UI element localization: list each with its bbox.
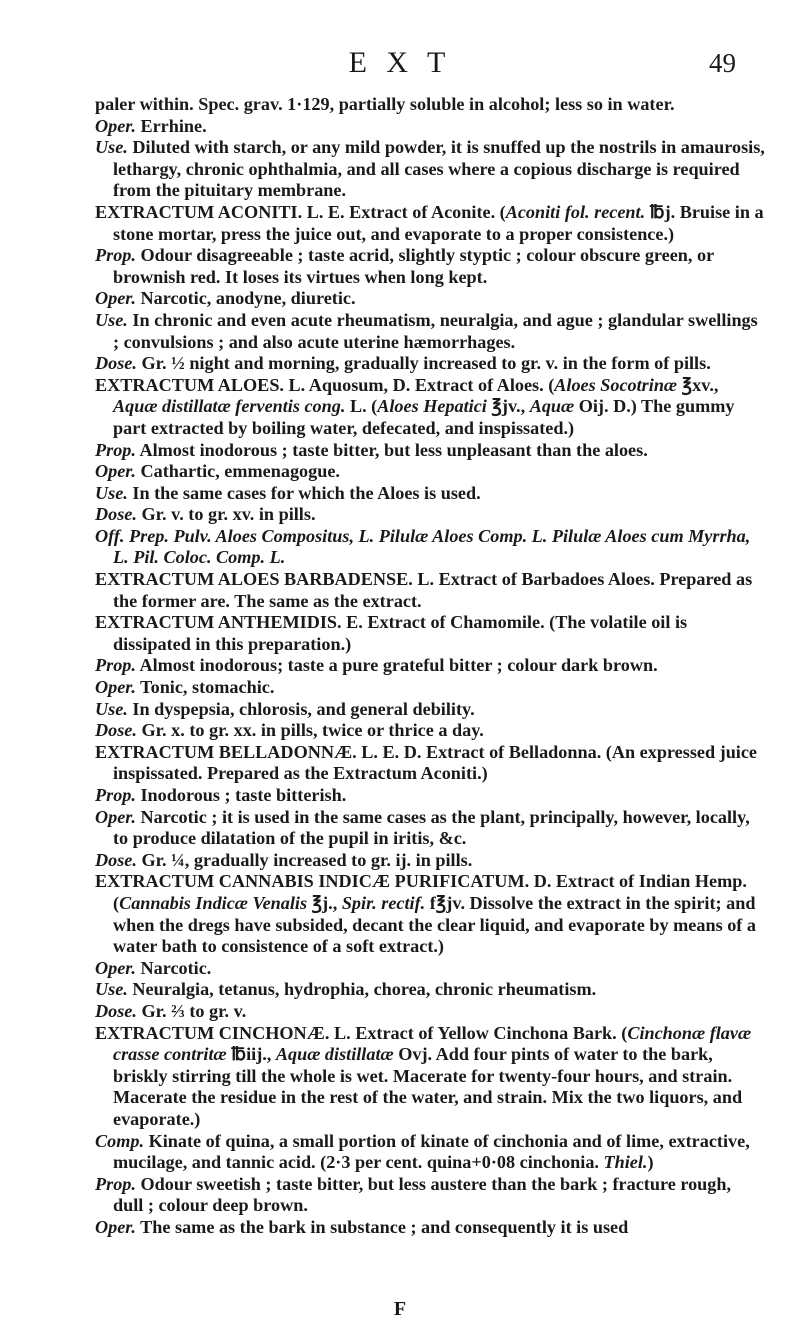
field-text: The same as the bark in substance ; and consequently it is used <box>135 1216 629 1237</box>
field-label: Use. <box>95 979 128 1000</box>
italic-text: Aquæ distillatæ <box>275 1044 394 1065</box>
field-text: Cathartic, emmenagogue. <box>135 461 340 482</box>
field-text: Narcotic. <box>135 957 212 978</box>
field-label: Oper. <box>95 461 136 482</box>
article-paragraph <box>95 699 765 721</box>
heading-text: ℔iij., <box>226 1044 276 1065</box>
article-paragraph <box>95 504 765 526</box>
field-label: Oper. <box>95 677 136 698</box>
italic-text: Aquæ <box>529 396 575 417</box>
heading-text: Oij. D.) The gummy part extracted by boiling water, defecated, and inspissated.) <box>113 396 735 438</box>
field-label: Prop. <box>95 245 136 266</box>
italic-text: Cinchonæ flavæ crasse contritæ <box>113 1022 752 1065</box>
field-text: Gr. ¼, gradually increased to gr. ij. in pills. <box>136 849 473 870</box>
article-paragraph <box>95 440 765 462</box>
heading-text: ℥j., <box>307 892 342 913</box>
article-paragraph <box>95 720 765 742</box>
field-label: Use. <box>95 309 128 330</box>
italic-text: Spir. rectif. <box>341 892 426 913</box>
official-preparations: Off. Prep. Pulv. Aloes Compositus, L. Pilulæ Aloes Comp. L. Pilulæ Aloes cum Myrrha, L. Pil. Coloc. Comp. L. <box>95 525 751 568</box>
article-paragraph <box>95 483 765 505</box>
article-paragraph <box>95 677 765 699</box>
heading-text: EXTRACTUM ALOES. L. Aquosum, D. Extract of Aloes. ( <box>95 374 555 395</box>
field-text: Gr. ½ night and morning, gradually increased to gr. v. in the form of pills. <box>136 353 711 374</box>
heading-text: EXTRACTUM ACONITI. L. E. Extract of Aconite. ( <box>95 201 506 222</box>
field-label: Oper. <box>95 1216 136 1237</box>
heading-text: ℥jv., <box>486 396 530 417</box>
body-text: EXTRACTUM BELLADONNÆ. L. E. D. Extract of Belladonna. (An expressed juice inspissated. Prepared as the Extractum Aconiti.) <box>95 741 758 784</box>
field-label: Dose. <box>95 720 137 741</box>
article-paragraph <box>95 461 765 483</box>
italic-text: Aloes Socotrinæ <box>554 374 678 395</box>
article-paragraph <box>95 1217 765 1239</box>
field-label: Use. <box>95 482 128 503</box>
field-label: Dose. <box>95 353 137 374</box>
article-paragraph <box>95 137 765 202</box>
article-heading-paragraph <box>95 569 765 612</box>
field-label: Dose. <box>95 849 137 870</box>
italic-text: Aloes Hepatici <box>377 396 487 417</box>
article-paragraph <box>95 288 765 310</box>
article-paragraph <box>95 655 765 677</box>
field-label: Oper. <box>95 115 136 136</box>
field-label: Prop. <box>95 1173 136 1194</box>
article-paragraph <box>95 807 765 850</box>
article-paragraph <box>95 526 765 569</box>
article-heading-paragraph <box>95 742 765 785</box>
field-label: Oper. <box>95 288 136 309</box>
article-heading-paragraph <box>95 1023 765 1131</box>
article-heading-paragraph <box>95 871 765 957</box>
article-heading-paragraph <box>95 612 765 655</box>
italic-text: Aconiti fol. recent. <box>505 201 646 222</box>
article-paragraph <box>95 850 765 872</box>
article-paragraph <box>95 1174 765 1217</box>
body-text: EXTRACTUM ALOES BARBADENSE. L. Extract of Barbadoes Aloes. Prepared as the former are. The same as the extract. <box>95 569 753 611</box>
field-label: Prop. <box>95 655 136 676</box>
field-text: Gr. ⅔ to gr. v. <box>136 1000 247 1021</box>
field-text: Inodorous ; taste bitterish. <box>135 785 347 805</box>
article-paragraph <box>95 245 765 288</box>
article-paragraph <box>95 310 765 353</box>
field-text: Almost inodorous ; taste bitter, but less unpleasant than the aloes. <box>135 439 648 460</box>
article-paragraph <box>95 958 765 980</box>
body-text: paler within. Spec. grav. 1·129, partially soluble in alcohol; less so in water. <box>95 94 675 114</box>
field-text: Tonic, stomachic. <box>135 677 275 698</box>
heading-text: EXTRACTUM CINCHONÆ. L. Extract of Yellow Cinchona Bark. ( <box>95 1022 628 1043</box>
field-text: Kinate of quina, a small portion of kinate of cinchonia and of lime, extractive, mucilage, and tannic acid. (2·3 per cent. quina+0·08 cinchonia. <box>113 1130 750 1173</box>
field-text: Neuralgia, tetanus, hydrophia, chorea, chronic rheumatism. <box>127 979 597 1000</box>
field-text: Gr. v. to gr. xv. in pills. <box>136 504 316 525</box>
field-label: Prop. <box>95 785 136 805</box>
field-text: Narcotic, anodyne, diuretic. <box>135 288 356 309</box>
article-paragraph <box>95 353 765 375</box>
article-heading-paragraph <box>95 375 765 440</box>
running-title: E X T <box>348 46 452 79</box>
page-number: 49 <box>709 48 736 78</box>
field-text: Errhine. <box>135 115 207 136</box>
field-text: Gr. x. to gr. xx. in pills, twice or thrice a day. <box>136 720 484 741</box>
field-text: Almost inodorous; taste a pure grateful bitter ; colour dark brown. <box>135 655 658 676</box>
running-head <box>0 46 800 80</box>
article-paragraph <box>95 979 765 1001</box>
article-heading-paragraph <box>95 202 765 245</box>
field-label: Oper. <box>95 957 136 978</box>
italic-text: Cannabis Indicæ Venalis <box>119 892 308 913</box>
field-text: In chronic and even acute rheumatism, neuralgia, and ague ; glandular swellings ; convulsions ; and also acute uterine hæmorrhages. <box>113 309 758 352</box>
heading-text: f℥jv. Dissolve the extract in the spirit; and when the dregs have subsided, decant the clear liquid, and evaporate by means of a water bath to consistence of a soft extract.) <box>113 892 757 957</box>
field-label: Use. <box>95 137 128 158</box>
field-label: Prop. <box>95 439 136 460</box>
signature-mark: F <box>393 1298 407 1320</box>
heading-text: ℔j. Bruise in a stone mortar, press the juice out, and evaporate to a proper consistence.) <box>113 201 764 244</box>
field-text: Diluted with starch, or any mild powder, it is snuffed up the nostrils in amaurosis, lethargy, chronic ophthalmia, and all cases where a copious discharge is required from the pituitary membrane. <box>113 137 765 201</box>
body-text: EXTRACTUM ANTHEMIDIS. E. Extract of Chamomile. (The volatile oil is dissipated in this preparation.) <box>95 612 688 654</box>
heading-text: Ovj. Add four pints of water to the bark, briskly stirring till the whole is wet. Macerate for twenty-four hours, and strain. Macerate the residue in the rest of the water, and strain. Mix the two liquors, and evaporate.) <box>113 1044 743 1129</box>
field-label: Dose. <box>95 1000 137 1021</box>
field-label: Comp. <box>95 1130 145 1151</box>
field-label: Oper. <box>95 806 136 827</box>
article-paragraph <box>95 1131 765 1174</box>
heading-text: EXTRACTUM CANNABIS INDICÆ PURIFICATUM. D. Extract of Indian Hemp. ( <box>95 871 747 913</box>
heading-text: ℥xv., <box>677 374 719 395</box>
field-text: Odour sweetish ; taste bitter, but less austere than the bark ; fracture rough, dull ; colour deep brown. <box>113 1173 732 1216</box>
heading-text: L. ( <box>345 396 378 417</box>
field-label: Dose. <box>95 504 137 525</box>
field-text: Odour disagreeable ; taste acrid, slightly styptic ; colour obscure green, or brownish red. It loses its virtues when long kept. <box>113 245 714 287</box>
article-paragraph <box>95 116 765 138</box>
article-paragraph <box>95 785 765 807</box>
article-paragraph <box>95 1001 765 1023</box>
page-body <box>95 94 765 1238</box>
field-text: In the same cases for which the Aloes is used. <box>127 482 481 503</box>
field-text: Narcotic ; it is used in the same cases as the plant, principally, however, locally, to produce dilatation of the pupil in iritis, &c. <box>113 806 750 849</box>
field-label: Use. <box>95 698 128 719</box>
field-text: ) <box>647 1152 654 1173</box>
field-text: In dyspepsia, chlorosis, and general debility. <box>127 698 475 719</box>
italic-text: Thiel. <box>603 1152 648 1173</box>
italic-text: Aquæ distillatæ ferventis cong. <box>113 396 346 417</box>
article-paragraph <box>95 94 765 116</box>
